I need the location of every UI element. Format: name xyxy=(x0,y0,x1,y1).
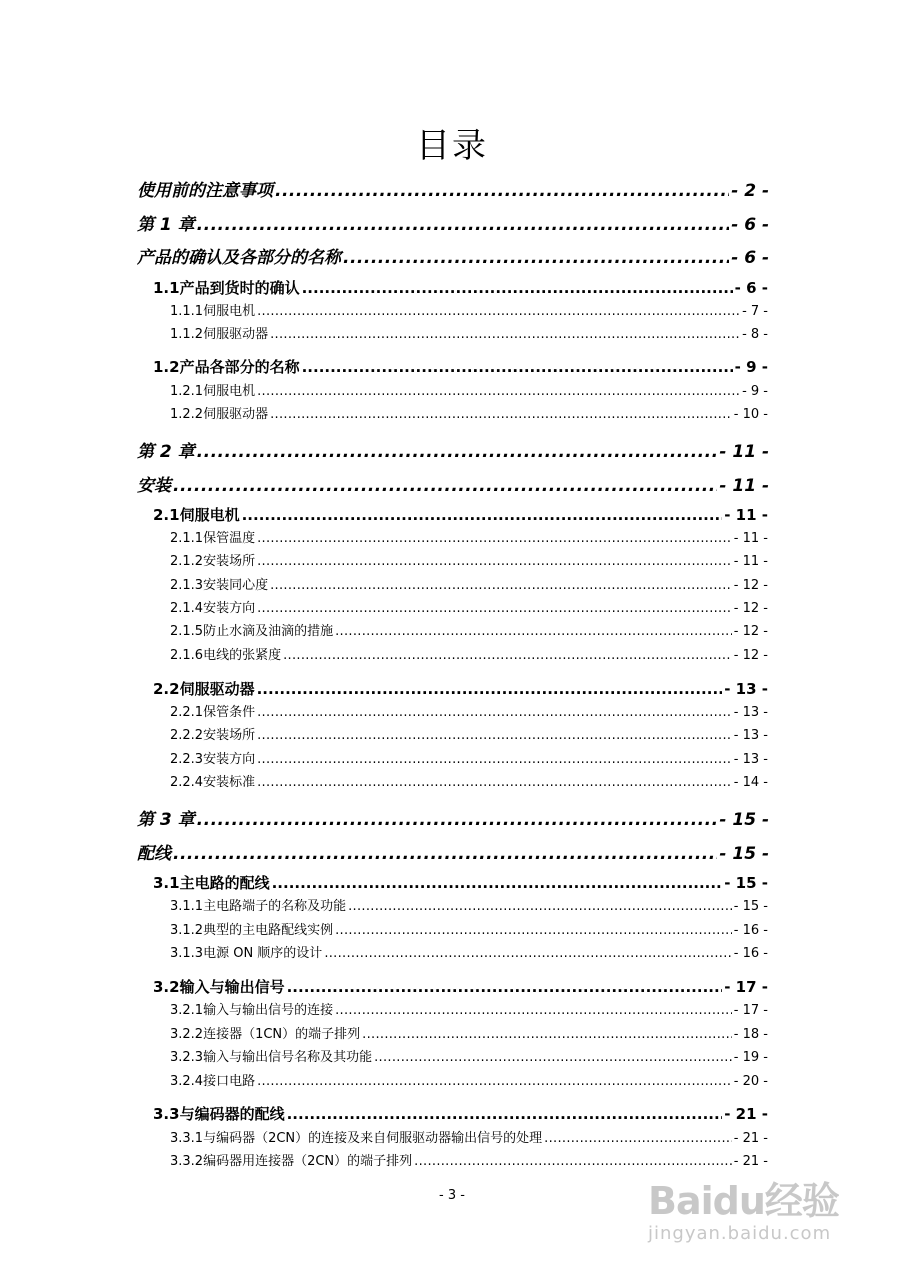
toc-entry-title: 安装 xyxy=(137,476,171,496)
toc-entry-number: 3.3.1 xyxy=(170,1131,204,1146)
toc-entry-page: - 13 - xyxy=(733,705,768,720)
toc-entry-number: 1.2.1 xyxy=(170,384,204,399)
toc-section-entry[interactable] xyxy=(153,872,768,893)
toc-entry-page: - 12 - xyxy=(733,648,768,663)
toc-entry-number: 1.1.1 xyxy=(170,304,204,319)
toc-entry-number: 2.1.1 xyxy=(170,531,204,546)
toc-dot-leader xyxy=(544,1131,732,1146)
toc-subsection-entry[interactable] xyxy=(170,1046,768,1065)
toc-section-entry[interactable] xyxy=(153,277,768,298)
toc-section-entry[interactable] xyxy=(153,976,768,997)
toc-subsection-entry[interactable] xyxy=(170,942,768,961)
toc-subsection-entry[interactable] xyxy=(170,1023,768,1042)
toc-section-entry[interactable] xyxy=(153,356,768,377)
watermark xyxy=(648,1170,898,1244)
toc-subsection-entry[interactable] xyxy=(170,323,768,342)
toc-subsection-entry[interactable] xyxy=(170,620,768,639)
toc-dot-leader xyxy=(242,506,723,524)
toc-dot-leader xyxy=(257,680,723,698)
toc-entry-page: - 15 - xyxy=(719,844,769,864)
toc-chapter-entry[interactable] xyxy=(137,839,769,864)
toc-dot-leader xyxy=(197,215,730,235)
toc-entry-page: - 18 - xyxy=(733,1027,768,1042)
toc-entry-title: 安装同心度 xyxy=(203,578,269,593)
toc-entry-page: - 2 - xyxy=(731,181,769,201)
toc-entry-page: - 15 - xyxy=(719,810,769,830)
toc-subsection-entry[interactable] xyxy=(170,895,768,914)
toc-entry-page: - 17 - xyxy=(733,1003,768,1018)
toc-chapter-entry[interactable] xyxy=(137,805,769,830)
toc-entry-number: 3.2.3 xyxy=(170,1050,204,1065)
toc-entry-page: - 11 - xyxy=(719,442,769,462)
toc-dot-leader xyxy=(287,1105,723,1123)
toc-entry-title: 安装方向 xyxy=(203,601,256,616)
toc-entry-number: 3.2 xyxy=(153,978,180,996)
toc-subsection-entry[interactable] xyxy=(170,597,768,616)
toc-entry-number: 3.1.3 xyxy=(170,946,204,961)
toc-subsection-entry[interactable] xyxy=(170,1127,768,1146)
toc-entry-page: - 20 - xyxy=(733,1074,768,1089)
toc-dot-leader xyxy=(302,358,733,376)
toc-entry-number: 2.1.3 xyxy=(170,578,204,593)
toc-entry-number: 1.1.2 xyxy=(170,327,204,342)
toc-dot-leader xyxy=(335,923,732,938)
toc-entry-title: 连接器（1CN）的端子排列 xyxy=(203,1027,361,1042)
toc-subsection-entry[interactable] xyxy=(170,300,768,319)
toc-entry-page: - 15 - xyxy=(724,874,768,892)
toc-entry-number: 2.2 xyxy=(153,680,180,698)
toc-entry-number: 2.1 xyxy=(153,506,180,524)
toc-dot-leader xyxy=(173,476,717,496)
toc-entry-page: - 6 - xyxy=(731,248,769,268)
toc-dot-leader xyxy=(275,181,729,201)
toc-subsection-entry[interactable] xyxy=(170,724,768,743)
toc-entry-title: 电源 ON 顺序的设计 xyxy=(203,946,323,961)
toc-dot-leader xyxy=(257,304,740,319)
toc-dot-leader xyxy=(272,874,723,892)
toc-subsection-entry[interactable] xyxy=(170,644,768,663)
toc-entry-number: 1.2 xyxy=(153,358,180,376)
watermark-url: jingyan.baidu.com xyxy=(648,1223,832,1244)
toc-entry-title: 防止水滴及油滴的措施 xyxy=(203,624,334,639)
toc-entry-page: - 9 - xyxy=(734,358,768,376)
toc-entry-title: 主电路端子的名称及功能 xyxy=(203,899,347,914)
toc-dot-leader xyxy=(257,384,740,399)
toc-entry-title: 第 1 章 xyxy=(137,215,195,235)
toc-entry-title: 输入与输出信号名称及其功能 xyxy=(203,1050,373,1065)
toc-dot-leader xyxy=(324,946,731,961)
toc-dot-leader xyxy=(362,1027,732,1042)
toc-entry-title: 配线 xyxy=(137,844,171,864)
toc-subsection-entry[interactable] xyxy=(170,380,768,399)
toc-entry-title: 产品各部分的名称 xyxy=(179,358,300,376)
toc-dot-leader xyxy=(287,978,723,996)
toc-entry-number: 3.1.2 xyxy=(170,923,204,938)
toc-entry-number: 3.3.2 xyxy=(170,1154,204,1169)
toc-entry-title: 安装场所 xyxy=(203,554,256,569)
toc-entry-number: 3.2.4 xyxy=(170,1074,204,1089)
toc-entry-number: 3.2.1 xyxy=(170,1003,204,1018)
toc-chapter-entry[interactable] xyxy=(137,437,769,462)
toc-entry-page: - 21 - xyxy=(724,1105,768,1123)
toc-entry-title: 使用前的注意事项 xyxy=(137,181,273,201)
toc-entry-number: 1.1 xyxy=(153,279,180,297)
toc-subsection-entry[interactable] xyxy=(170,574,768,593)
toc-entry-page: - 10 - xyxy=(733,407,768,422)
toc-dot-leader xyxy=(197,442,718,462)
toc-entry-title: 接口电路 xyxy=(203,1074,256,1089)
toc-entry-page: - 16 - xyxy=(733,923,768,938)
toc-entry-title: 保管温度 xyxy=(203,531,256,546)
toc-entry-page: - 19 - xyxy=(733,1050,768,1065)
toc-entry-number: 2.2.2 xyxy=(170,728,204,743)
toc-chapter-entry[interactable] xyxy=(137,243,769,268)
toc-dot-leader xyxy=(270,327,740,342)
toc-entry-page: - 13 - xyxy=(733,728,768,743)
toc-dot-leader xyxy=(348,899,732,914)
toc-entry-number: 3.3 xyxy=(153,1105,180,1123)
toc-entry-title: 典型的主电路配线实例 xyxy=(203,923,334,938)
toc-entry-title: 第 2 章 xyxy=(137,442,195,462)
toc-entry-number: 3.2.2 xyxy=(170,1027,204,1042)
toc-entry-title: 与编码器（2CN）的连接及来自伺服驱动器输出信号的处理 xyxy=(203,1131,543,1146)
toc-subsection-entry[interactable] xyxy=(170,701,768,720)
toc-subsection-entry[interactable] xyxy=(170,550,768,569)
toc-entry-number: 2.1.6 xyxy=(170,648,204,663)
toc-entry-page: - 21 - xyxy=(733,1154,768,1169)
toc-entry-number: 2.2.4 xyxy=(170,775,204,790)
toc-subsection-entry[interactable] xyxy=(170,527,768,546)
toc-dot-leader xyxy=(257,705,732,720)
toc-entry-page: - 16 - xyxy=(733,946,768,961)
toc-entry-page: - 11 - xyxy=(733,554,768,569)
toc-entry-title: 安装场所 xyxy=(203,728,256,743)
toc-dot-leader xyxy=(343,248,729,268)
toc-entry-title: 编码器用连接器（2CN）的端子排列 xyxy=(203,1154,413,1169)
toc-entry-number: 3.1 xyxy=(153,874,180,892)
toc-entry-title: 伺服驱动器 xyxy=(179,680,255,698)
toc-entry-page: - 12 - xyxy=(733,624,768,639)
toc-entry-number: 2.2.3 xyxy=(170,752,204,767)
toc-subsection-entry[interactable] xyxy=(170,1070,768,1089)
toc-entry-page: - 11 - xyxy=(724,506,768,524)
toc-subsection-entry[interactable] xyxy=(170,919,768,938)
toc-dot-leader xyxy=(257,728,732,743)
toc-entry-page: - 6 - xyxy=(731,215,769,235)
toc-dot-leader xyxy=(302,279,733,297)
watermark-logo: Baidu经验 xyxy=(648,1179,839,1223)
toc-dot-leader xyxy=(335,624,732,639)
toc-entry-page: - 11 - xyxy=(733,531,768,546)
toc-entry-title: 产品到货时的确认 xyxy=(179,279,300,297)
toc-section-entry[interactable] xyxy=(153,504,768,525)
toc-entry-title: 伺服驱动器 xyxy=(203,407,269,422)
toc-entry-page: - 8 - xyxy=(742,327,768,342)
toc-entry-page: - 13 - xyxy=(733,752,768,767)
toc-subsection-entry[interactable] xyxy=(170,771,768,790)
toc-chapter-entry[interactable] xyxy=(137,176,769,201)
toc-entry-page: - 21 - xyxy=(733,1131,768,1146)
toc-dot-leader xyxy=(283,648,732,663)
toc-subsection-entry[interactable] xyxy=(170,1150,768,1169)
toc-entry-page: - 9 - xyxy=(742,384,768,399)
toc-dot-leader xyxy=(173,844,717,864)
toc-entry-page: - 11 - xyxy=(719,476,769,496)
toc-entry-number: 2.2.1 xyxy=(170,705,204,720)
toc-dot-leader xyxy=(257,775,732,790)
toc-entry-number: 1.2.2 xyxy=(170,407,204,422)
toc-dot-leader xyxy=(270,407,732,422)
toc-entry-page: - 13 - xyxy=(724,680,768,698)
toc-entry-title: 安装标准 xyxy=(203,775,256,790)
toc-subsection-entry[interactable] xyxy=(170,748,768,767)
toc-entry-title: 伺服电机 xyxy=(203,384,256,399)
toc-entry-number: 2.1.4 xyxy=(170,601,204,616)
toc-entry-page: - 12 - xyxy=(733,578,768,593)
toc-dot-leader xyxy=(270,578,732,593)
toc-entry-title: 第 3 章 xyxy=(137,810,195,830)
toc-chapter-entry[interactable] xyxy=(137,471,769,496)
toc-section-entry[interactable] xyxy=(153,678,768,699)
toc-entry-number: 2.1.2 xyxy=(170,554,204,569)
toc-entry-title: 电线的张紧度 xyxy=(203,648,282,663)
toc-entry-page: - 15 - xyxy=(733,899,768,914)
toc-dot-leader xyxy=(257,601,732,616)
toc-dot-leader xyxy=(257,752,732,767)
toc-entry-title: 输入与输出信号 xyxy=(179,978,285,996)
toc-entry-page: - 6 - xyxy=(734,279,768,297)
toc-entry-number: 2.1.5 xyxy=(170,624,204,639)
toc-entry-page: - 14 - xyxy=(733,775,768,790)
toc-entry-title: 与编码器的配线 xyxy=(179,1105,285,1123)
toc-entry-title: 输入与输出信号的连接 xyxy=(203,1003,334,1018)
toc-entry-page: - 17 - xyxy=(724,978,768,996)
toc-chapter-entry[interactable] xyxy=(137,210,769,235)
page-title: 目录 xyxy=(416,126,488,166)
toc-entry-page: - 12 - xyxy=(733,601,768,616)
toc-dot-leader xyxy=(257,1074,732,1089)
toc-entry-title: 伺服驱动器 xyxy=(203,327,269,342)
toc-entry-title: 伺服电机 xyxy=(203,304,256,319)
toc-dot-leader xyxy=(257,531,732,546)
page-number: - 3 - xyxy=(439,1188,465,1203)
toc-entry-title: 主电路的配线 xyxy=(179,874,270,892)
toc-dot-leader xyxy=(374,1050,732,1065)
toc-entry-number: 3.1.1 xyxy=(170,899,204,914)
toc-entry-title: 保管条件 xyxy=(203,705,256,720)
toc-entry-page: - 7 - xyxy=(742,304,768,319)
toc-subsection-entry[interactable] xyxy=(170,999,768,1018)
toc-dot-leader xyxy=(335,1003,732,1018)
toc-dot-leader xyxy=(414,1154,732,1169)
toc-entry-title: 产品的确认及各部分的名称 xyxy=(137,248,341,268)
toc-dot-leader xyxy=(197,810,718,830)
toc-dot-leader xyxy=(257,554,732,569)
toc-entry-title: 伺服电机 xyxy=(179,506,240,524)
toc-section-entry[interactable] xyxy=(153,1103,768,1124)
toc-subsection-entry[interactable] xyxy=(170,403,768,422)
toc-entry-title: 安装方向 xyxy=(203,752,256,767)
